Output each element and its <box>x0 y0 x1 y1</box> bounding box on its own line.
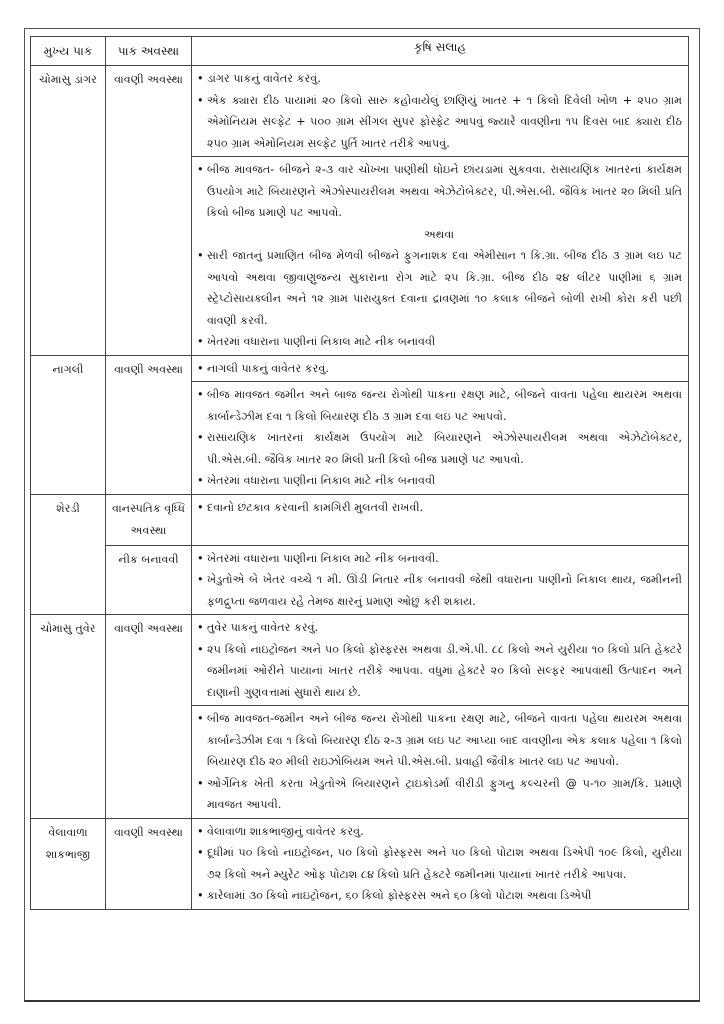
advice-list <box>196 548 682 613</box>
advice-list <box>196 617 682 703</box>
advice-list <box>196 384 682 492</box>
table-row <box>31 545 689 615</box>
advice-item: • બીજ માવજત-જમીન અને બીજ જન્ય રોગોથી પાકના રક્ષણ માટે, બીજને વાવતા પહેલા થાયરમ અથવા કાર્બાન્ડેઝીમ દવા ૧ કિલો બિયારણ દીઠ ૨-૩ ગ્રામ લઇ પટ આપ્યા બાદ વાવણીના એક કલાક પહેલા ૧ કિલો બિયારણ દીઠ ૨૦ મીલી રાઇઝોબિયમ અને પી.એસ.બી. પ્રવાહી જૈવીક ખાતર લઇ પટ આપવો. <box>196 708 682 773</box>
crop-cell: શેરડી <box>31 494 106 615</box>
crop-cell: નાગલી <box>31 355 106 494</box>
table-row <box>31 66 689 157</box>
advice-item: • ખેતરમાં વધારાના પાણીનાં નિકાલ માટે નીક બનાવવી <box>196 331 682 353</box>
advice-cell <box>192 615 689 706</box>
advice-list <box>196 245 682 353</box>
advice-list <box>196 159 682 224</box>
advice-cell <box>192 355 689 382</box>
table-row <box>31 355 689 382</box>
table-row <box>31 615 689 706</box>
stage-cell: વાવણી અવસ્થા <box>106 818 192 909</box>
header-crop: મુખ્ય પાક <box>31 37 106 66</box>
advice-item: • એક ક્યારા દીઠ પાયામાં ૨૦ કિલો સારુ કહોવાયેલું છાણિયું ખાતર + ૧ કિલો દિવેલી ખોળ + ૨૫૦ ગ્રામ એમોનિયમ સલ્ફેટ + ૫૦૦ ગ્રામ સીંગલ સુપર ફોસ્ફેટ આપવું જ્યારે વાવણીના ૧૫ દિવસ બાદ ક્યારા દીઠ ૨૫૦ ગ્રામ એમોનિયમ સલ્ફેટ પુર્તિ ખાતર તરીકે આપવું. <box>196 90 682 155</box>
advice-cell <box>192 157 689 356</box>
advice-cell <box>192 494 689 545</box>
stage-cell: વાવણી અવસ્થા <box>106 355 192 494</box>
stage-cell: નીક બનાવવી <box>106 545 192 615</box>
advice-item: • રાસાયણિક ખાતરનાં કાર્યક્ષમ ઉપયોગ માટે બિયારણને એઝોસ્પાયરીલમ અથવા એઝેટોબેક્ટર, પી.એસ.બી. જૈવિક ખાતર ૨૦ મિલી પ્રતી કિલો બીજ પ્રમાણે પટ આપવો. <box>196 427 682 470</box>
advice-cell <box>192 66 689 157</box>
crop-cell: ચોમાસુ તુવેર <box>31 615 106 819</box>
advice-item: • નાગલી પાકનું વાવેતર કરવું. <box>196 358 682 380</box>
advice-cell <box>192 382 689 495</box>
advice-item: • ડાંગર પાકનું વાવેતર કરવું. <box>196 68 682 90</box>
table-row <box>31 494 689 545</box>
table-body <box>31 66 689 910</box>
advice-item: • કારેલામાં ૩૦ કિલો નાઇટ્રોજન, ૬૦ કિલો ફોસ્ફરસ અને ૬૦ કિલો પોટાશ અથવા ડિએપી <box>196 885 682 907</box>
table-header <box>31 37 689 66</box>
advice-item: • બીજ માવજત- બીજને ૨-૩ વાર ચોખ્ખા પાણીથી ધોઇને છાંયડામાં સુકવવા. રાસાયણિક ખાતરનાં કાર્યક્ષમ ઉપયોગ માટે બિયારણને એઝોસ્પાયરીલમ અથવા એઝેટોબેક્ટર, પી.એસ.બી. જૈવિક ખાતર ૨૦ મિલી પ્રતિ કિલો બીજ પ્રમાણે પટ આપવો. <box>196 159 682 224</box>
advice-list <box>196 497 682 519</box>
advice-item: • બીજ માવજત જમીન અને બાજ જન્ય રોગોથી પાકના રક્ષણ માટે, બીજને વાવતા પહેલા થાયરમ અથવા કાર્બાન્ડેઝીમ દવા ૧ કિલો બિયારણ દીઠ ૩ ગ્રામ દવા લઇ પટ આપવો. <box>196 384 682 427</box>
advice-item: • ઓર્ગેનિક ખેતી કરતા ખેડુતોએ બિયારણને ટ્રાઇકોડર્મા વીરીડી ફુગનુ કલ્ચરની @ ૫-૧૦ ગ્રામ/કિ. પ્રમાણે માવજત આપવી. <box>196 773 682 816</box>
advisory-table <box>30 36 689 910</box>
advice-item: • ખેતરમાં વધારાના પાણીનાં નિકાલ માટે નીક બનાવવી <box>196 470 682 492</box>
crop-cell: ચોમાસુ ડાંગર <box>31 66 106 356</box>
advice-list <box>196 821 682 907</box>
header-stage: પાક અવસ્થા <box>106 37 192 66</box>
advice-item: • દૂધીમાં ૫૦ કિલો નાઇટ્રોજન, ૫૦ કિલો ફોસ્ફરસ અને ૫૦ કિલો પોટાશ અથવા ડિએપી ૧૦૯ કિલો, યુરીયા ૭૨ કિલો અને મ્યુરેટ ઓફ પોટાશ ૮૪ કિલો પ્રતિ હેક્ટરે જમીનમાં પાયાનાં ખાતર તરીકે આપવા. <box>196 842 682 885</box>
advice-item: • દવાનો છંટકાવ કરવાની કામગિરી મુલતવી રાખવી. <box>196 497 682 519</box>
advice-item: • ૨૫ કિલો નાઇટ્રોજન અને ૫૦ કિલો ફોસ્ફરસ અથવા ડી.એ.પી. ૮૮ કિલો અને યુરીયા ૧૦ કિલો પ્રતિ હેક્ટરે જમીનમાં ઓરીને પાયાનાં ખાતર તરીકે આપવા. વધુમાં હેક્ટરે ૨૦ કિલો સલ્ફર આપવાથી ઉત્પાદન અને દાણાની ગુણવત્તામાં સુધારો થાય છે. <box>196 639 682 704</box>
crop-cell: વેલાવાળા શાકભાજી <box>31 818 106 909</box>
advice-item: • વેલાવાળા શાકભાજીનું વાવેતર કરવું. <box>196 821 682 843</box>
advice-item: • ખેડુતોએ બે ખેતર વચ્ચે ૧ મી. ઊંડી નિતાર નીક બનાવવી જેથી વધારાના પાણીનો નિકાલ થાય, જમીનની ફળદ્રુપ્તા જળવાય રહે તેમજ ક્ષારનું પ્રમાણ ઓછું કરી શકાય. <box>196 569 682 612</box>
stage-cell: વાવણી અવસ્થા <box>106 66 192 356</box>
advice-cell <box>192 818 689 909</box>
header-advice: કૃષિ સલાહ <box>192 37 689 66</box>
or-separator: અથવા <box>423 227 455 241</box>
stage-cell: વાવણી અવસ્થા <box>106 615 192 819</box>
table-row <box>31 818 689 909</box>
advice-list <box>196 708 682 816</box>
advice-cell <box>192 706 689 819</box>
advice-list <box>196 68 682 154</box>
advice-item: • તુવેર પાકનું વાવેતર કરવું. <box>196 617 682 639</box>
stage-cell: વાનસ્પતિક વૃધ્ધિ અવસ્થા <box>106 494 192 545</box>
advice-item: • સારી જાતનું પ્રમાણિત બીજ મેળવી બીજને ફુગનાશક દવા એમીસાન ૧ કિ.ગ્રા. બીજ દીઠ ૩ ગ્રામ લઇ પટ આપવો અથવા જીવાણુજન્ય સુકારાના રોગ માટે ૨૫ કિ.ગ્રા. બીજ દીઠ ૨૪ લીટર પાણીમાં ૬ ગ્રામ સ્ટ્રેપ્ટોસાયક્લીન અને ૧૨ ગ્રામ પારાયુક્ત દવાના દ્રાવણમાં ૧૦ કલાક બીજને બોળી રાખી કોરા કરી પછી વાવણી કરવી. <box>196 245 682 331</box>
advice-item: • ખેતરમાં વધારાના પાણીનાં નિકાલ માટે નીક બનાવવી. <box>196 548 682 570</box>
advice-cell <box>192 545 689 615</box>
advice-list <box>196 358 682 380</box>
